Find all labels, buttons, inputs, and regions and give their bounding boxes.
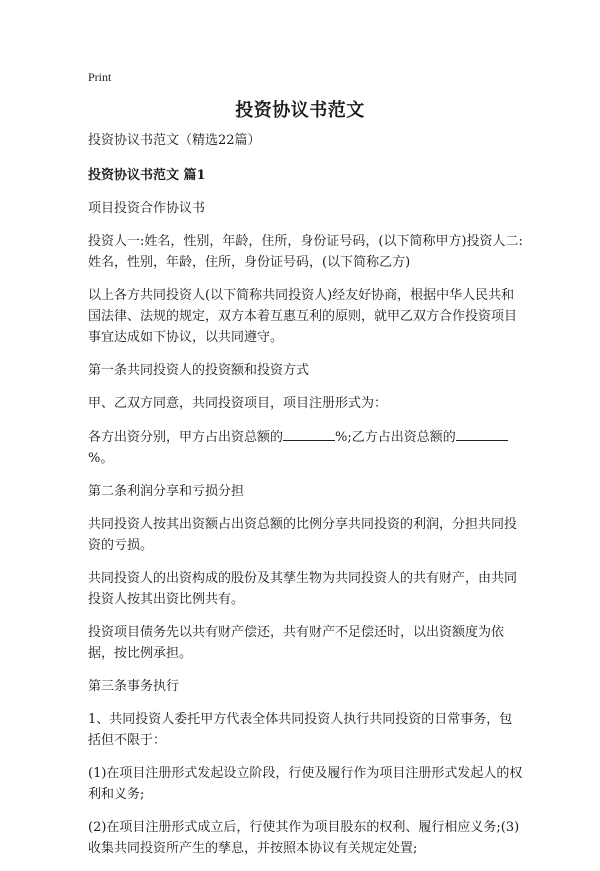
- article-3-heading: 第三条事务执行: [88, 679, 180, 694]
- paragraph-contribution-ratio: [88, 426, 524, 469]
- paragraph-item-1: (1)在项目注册形式发起设立阶段，行使及履行作为项目注册形式发起人的权利和义务;: [88, 766, 523, 802]
- blank-line-party-b: [456, 426, 508, 441]
- blank-line-party-a: [283, 426, 335, 441]
- paragraph-common-property: 共同投资人的出资构成的股份及其孳生物为共同投资人的共有财产，由共同投资人按其出资比例共有。: [88, 571, 518, 607]
- paragraph-parties: 投资人一:姓名，性别，年龄，住所，身份证号码，(以下简称甲方)投资人二:姓名，性别，年龄，住所，身份证号码，(以下简称乙方): [88, 234, 523, 270]
- ratio-text-2: %;乙方占出资总额的: [335, 430, 456, 445]
- article-1-heading: 第一条共同投资人的投资额和投资方式: [88, 363, 310, 378]
- paragraph-profit-sharing: 共同投资人按其出资额占出资总额的比例分享共同投资的利润，分担共同投资的亏损。: [88, 517, 518, 553]
- print-label[interactable]: Print: [88, 70, 112, 84]
- article-2-heading: 第二条利润分享和亏损分担: [88, 484, 245, 499]
- paragraph-preamble: 以上各方共同投资人(以下简称共同投资人)经友好协商，根据中华人民共和国法律、法规的规定，双方本着互惠互利的原则，就甲乙双方合作投资项目事宜达成如下协议，以共同遵守。: [88, 288, 518, 345]
- section-heading: 投资协议书范文 篇1: [88, 168, 206, 183]
- paragraph-delegation: 1、共同投资人委托甲方代表全体共同投资人执行共同投资的日常事务，包括但不限于：: [88, 712, 513, 748]
- paragraph-item-2-3: (2)在项目注册形式成立后，行使其作为项目股东的权利、履行相应义务;(3)收集共同投资所产生的孳息，并按照本协议有关规定处置;: [88, 820, 520, 856]
- document-subtitle: 投资协议书范文（精选22篇）: [88, 133, 261, 148]
- paragraph-agreement-name: 项目投资合作协议书: [88, 201, 206, 216]
- ratio-text-1: 各方出资分别，甲方占出资总额的: [88, 430, 284, 445]
- document-title: 投资协议书范文: [235, 100, 365, 121]
- paragraph-debt-repayment: 投资项目债务先以共有财产偿还，共有财产不足偿还时，以出资额度为依据，按比例承担。: [88, 625, 505, 661]
- document-body: [88, 130, 524, 871]
- paragraph-project-form: 甲、乙双方同意，共同投资项目，项目注册形式为：: [88, 396, 388, 411]
- ratio-text-3: %。: [88, 451, 114, 466]
